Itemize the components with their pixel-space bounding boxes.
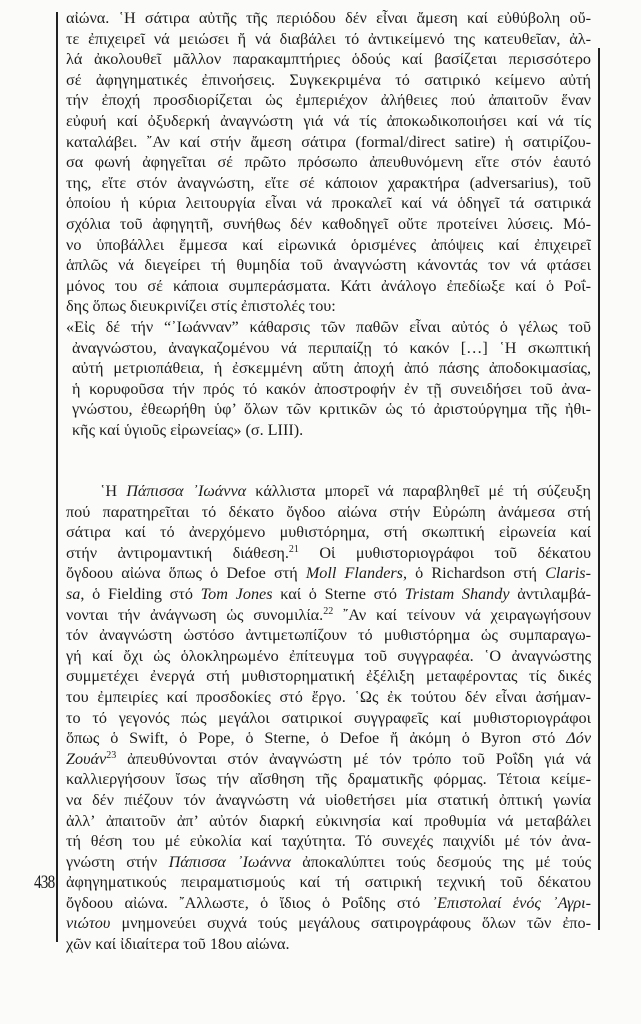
text-run: «Εἰς δέ τήν “᾿Ιωάνναν” κάθαρσις τῶν παθῶν εἶναι αὐτός ὁ γέλως τοῦ [66, 317, 591, 336]
text-run: τή θέση του μέ εὐκολία καί ταχύτητα. Τό συνεχές παιχνίδι μέ τόν ἀνα- [66, 832, 591, 851]
text-line [66, 235, 591, 256]
text-run: σα φωνή ἀφηγεῖται σέ πρῶτο πρόσωπο ἀπευθυνόμενη εἴτε στόν ἑαυτό [66, 153, 591, 172]
text-run: αὐτή μετριοπάθεια, ἡ ἐσκεμμένη αὕτη ἀποχή ἀπό πάσης ἀποδοκιμασίας, [72, 359, 591, 378]
text-run: νονται τήν ἀνάγνωση ὡς συνομιλία. [66, 605, 324, 624]
text-line [66, 317, 591, 338]
text-line [66, 379, 591, 400]
text-run: καλλιεργήσουν ἴσως τήν αἴσθηση τῆς δραματικῆς φόρμας. Τέτοια κείμε- [66, 770, 591, 789]
footnote-ref: 23 [106, 749, 117, 761]
text-line [66, 913, 591, 934]
text-run: τήν ἐποχή προσδιορίζεται ὡς ἐμπεριέχον ἀλήθειες πού ἀπαιτοῦν ἕναν [66, 91, 591, 110]
text-line [66, 255, 591, 276]
text-line [66, 358, 591, 379]
text-run: ὄγδοου αἰώνα. ῎Αλλωστε, ὁ ἴδιος ὁ Ροΐδης στό [66, 893, 432, 912]
text-line [66, 276, 591, 297]
text-run: μνημονεύει συχνά τούς μεγάλους σατιρογράφους ὅλων τῶν ἐπο- [110, 914, 591, 933]
text-run: πού παρατηρεῖται τό δέκατο ὄγδοο αἰώνα στήν Εὐρώπη ἀνάμεσα στή [66, 502, 591, 521]
text-line [66, 70, 591, 91]
text-run: ἀντιλαμβά- [509, 584, 591, 603]
text-line [66, 420, 591, 441]
text-run: να δέν πιέζουν τόν ἀναγνώστη νά υἱοθετήσει μία στατική ὀπτική γωνία [66, 790, 591, 809]
text-run: ἀπευθύνονται στόν ἀναγνώστη μέ τόν τρόπο τοῦ Ροΐδη γιά νά [116, 749, 591, 768]
italic-title: Πάπισσα ᾿Ιωάννα [168, 852, 291, 871]
text-run: στήν ἀντιρομαντική διάθεση. [66, 543, 289, 562]
text-run: ἀποκαλύπτει τούς δεσμούς της μέ τούς [290, 852, 591, 871]
text-run: χῶν καί ἰδιαίτερα τοῦ 18ου αἰώνα. [66, 935, 290, 954]
text-run: λά ἀκολουθεῖ μᾶλλον παρακαμπτήριες ὁδούς καί βασίζεται περισσότερο [66, 50, 591, 69]
text-run: αἰώνα. ῾Η σάτιρα αὐτῆς τῆς περιόδου δέν εἶναι ἄμεση καί εὐθύβολη οὔ- [66, 9, 591, 27]
page-number: 438 [34, 872, 55, 893]
text-run: του ἐμπειρίες καί προσδοκίες στό ἔργο. ῾Ως ἐκ τούτου δέν εἶναι ἀσήμαν- [66, 687, 591, 706]
text-run: καί ὁ Sterne στό [272, 584, 405, 603]
text-line [66, 811, 591, 832]
text-line [66, 605, 591, 626]
italic-title: Δόν [566, 729, 591, 748]
text-run: σάτιρα καί τό ἀνερχόμενο μυθιστόρημα, στή σκωπτική εἰρωνεία καί [66, 523, 591, 542]
text-line [66, 687, 591, 708]
italic-title: sa [66, 584, 81, 603]
text-line [66, 543, 591, 564]
text-line [66, 296, 591, 317]
text-run: κῆς καί ὑγιοῦς εἰρωνείας» (σ. LIII). [72, 420, 304, 439]
text-run: ὅπως ὁ Swift, ὁ Pope, ὁ Sterne, ὁ Defoe ἤ ἀκόμη ὁ Byron στό [66, 729, 567, 748]
italic-title: νιώτου [66, 914, 111, 933]
text-line [66, 522, 591, 543]
italic-title: Tom Jones [200, 584, 273, 603]
text-line [66, 193, 591, 214]
text-line [66, 934, 591, 955]
italic-title: Tristam Shandy [404, 584, 510, 603]
text-run: συμμετέχει ἐνεργά στή μυθιστορηματική ἐξέλιξη μεταφέροντας τίς δικές [66, 667, 591, 686]
text-line [66, 625, 591, 646]
body-text-bottom [66, 481, 591, 955]
text-run: γή καί ὄχι ὡς ὁλοκληρωμένο ἐπίτευγμα τοῦ συγγραφέα. ῾Ο ἀναγνώστης [66, 646, 591, 665]
body-text-top [66, 8, 591, 440]
text-run: δης ὅπως διευκρινίζει στίς ἐπιστολές του: [66, 297, 336, 316]
text-line [66, 338, 591, 359]
text-line [66, 769, 591, 790]
text-line [66, 29, 591, 50]
text-line [66, 502, 591, 523]
text-run: γνώστου, ἐθεωρήθη ὑφ’ ὅλων τῶν κριτικῶν ὡς τό ἀριστούργημα τῆς ἠθι- [72, 400, 591, 419]
text-line [66, 132, 591, 153]
left-margin-rule [56, 12, 58, 942]
footnote-ref: 21 [288, 543, 299, 555]
text-run: ἀλλ’ ἀπαιτοῦν ἀπ’ αὐτόν διαρκή εὐκινησία καί προθυμία νά μεταβάλει [66, 811, 591, 830]
text-run: ὄγδοου αἰώνα ὅπως ὁ Defoe στή [66, 564, 306, 583]
text-line [66, 749, 591, 770]
text-run: σέ ἀφηγηματικές ἐπινοήσεις. Συγκεκριμένα τό σατιρικό κείμενο αὐτή [66, 70, 591, 89]
text-run: εὐφυή καί ὀξυδερκή ἀναγνώστη γιά νά τίς ἀποκωδικοποιήσει καί νά τίς [66, 111, 591, 130]
text-run: ῾Η [100, 482, 127, 500]
text-line [66, 728, 591, 749]
text-line [66, 584, 591, 605]
text-run: ὁποίου ἡ κύρια λειτουργία εἶναι νά προκαλεῖ καί νά ὁδηγεῖ τά σατιρικά [66, 194, 591, 213]
block-quote [66, 317, 591, 441]
text-line [66, 708, 591, 729]
text-line [66, 893, 591, 914]
text-line [66, 152, 591, 173]
text-line [66, 49, 591, 70]
text-run: της, εἴτε στόν ἀναγνώστη, εἴτε σέ κάποιον χαρακτήρα (adversarius), τοῦ [66, 173, 591, 192]
text-run: σχόλια τοῦ ἀφηγητῆ, συνήθως δέν καθοδηγεῖ οὔτε προτείνει λύσεις. Μό- [66, 214, 591, 233]
right-margin-rule [598, 48, 600, 930]
italic-title: Moll Flanders [305, 564, 403, 583]
text-run: ἁπλῶς νά διεγείρει τή θυμηδία τοῦ ἀναγνώστη κάνοντάς τον νά φτάσει [66, 256, 591, 275]
text-line [66, 646, 591, 667]
text-line [66, 173, 591, 194]
italic-title: Ζουάν [66, 749, 107, 768]
text-line [66, 831, 591, 852]
text-line [66, 8, 591, 29]
text-run: τόν ἀναγνώστη ὡστόσο ἀντιμετωπίζουν τό μυθιστόρημα ὡς συμπαραγω- [66, 626, 591, 645]
paragraph-1 [66, 8, 591, 317]
text-run: , ὁ Fielding στό [80, 584, 201, 603]
text-run: τε ἐπιχειρεῖ νά μειώσει ἤ νά διαβάλει τό ἀντικείμενό της κατευθεῖαν, ἀλ- [66, 29, 591, 48]
text-line [66, 872, 591, 893]
italic-title: Claris- [545, 564, 591, 583]
text-line [66, 852, 591, 873]
text-run: ἀφηγηματικούς πειραματισμούς καί τή σατιρική τεχνική τοῦ δέκατου [66, 873, 591, 892]
text-line [66, 214, 591, 235]
text-line [66, 563, 591, 584]
text-run: κάλλιστα μπορεῖ νά παραβληθεῖ μέ τή σύζευξη [246, 482, 591, 500]
text-run: νο ὑποβάλλει ἔμμεσα καί εἰρωνικά ὁρισμένες ἀπόψεις καί ἐπιχειρεῖ [66, 235, 591, 254]
text-line [66, 399, 591, 420]
text-run: ἀναγνώστου, ἀναγκαζομένου νά περιπαίζῃ τό κακόν […] ῾Η σκωπτική [72, 338, 591, 357]
text-line [66, 111, 591, 132]
text-run: Οἱ μυθιστοριογράφοι τοῦ δέκατου [298, 543, 591, 562]
text-line [66, 666, 591, 687]
footnote-ref: 22 [323, 605, 334, 617]
text-run: μόνος του σέ κάποια συμπεράσματα. Κάτι ἀνάλογο ἐπεδίωξε καί ὁ Ροΐ- [66, 276, 591, 295]
italic-title: ᾿Επιστολαί ἑνός ᾿Αγρι- [431, 893, 591, 912]
text-run: καταλάβει. ῎Αν καί στήν ἄμεση σάτιρα (formal/direct satire) ἡ σατιρίζου- [66, 132, 591, 151]
text-line [66, 481, 591, 502]
text-line [66, 790, 591, 811]
paragraph-2 [66, 481, 591, 955]
text-line [66, 90, 591, 111]
text-run: ῎Αν καί τείνουν νά χειραγωγήσουν [333, 605, 591, 624]
text-run: το τό γεγονός πώς μεγάλοι σατιρικοί συγγραφεῖς καί μυθιστοριογράφοι [66, 708, 591, 727]
text-run: γνώστη στήν [66, 852, 169, 871]
italic-title: Πάπισσα ᾿Ιωάννα [126, 482, 247, 500]
text-run: ἡ κορυφοῦσα τήν πρός τό κακόν ἀποστροφήν ἐν τῇ συνειδήσει τοῦ ἀνα- [72, 379, 591, 398]
text-run: , ὁ Richardson στή [402, 564, 546, 583]
